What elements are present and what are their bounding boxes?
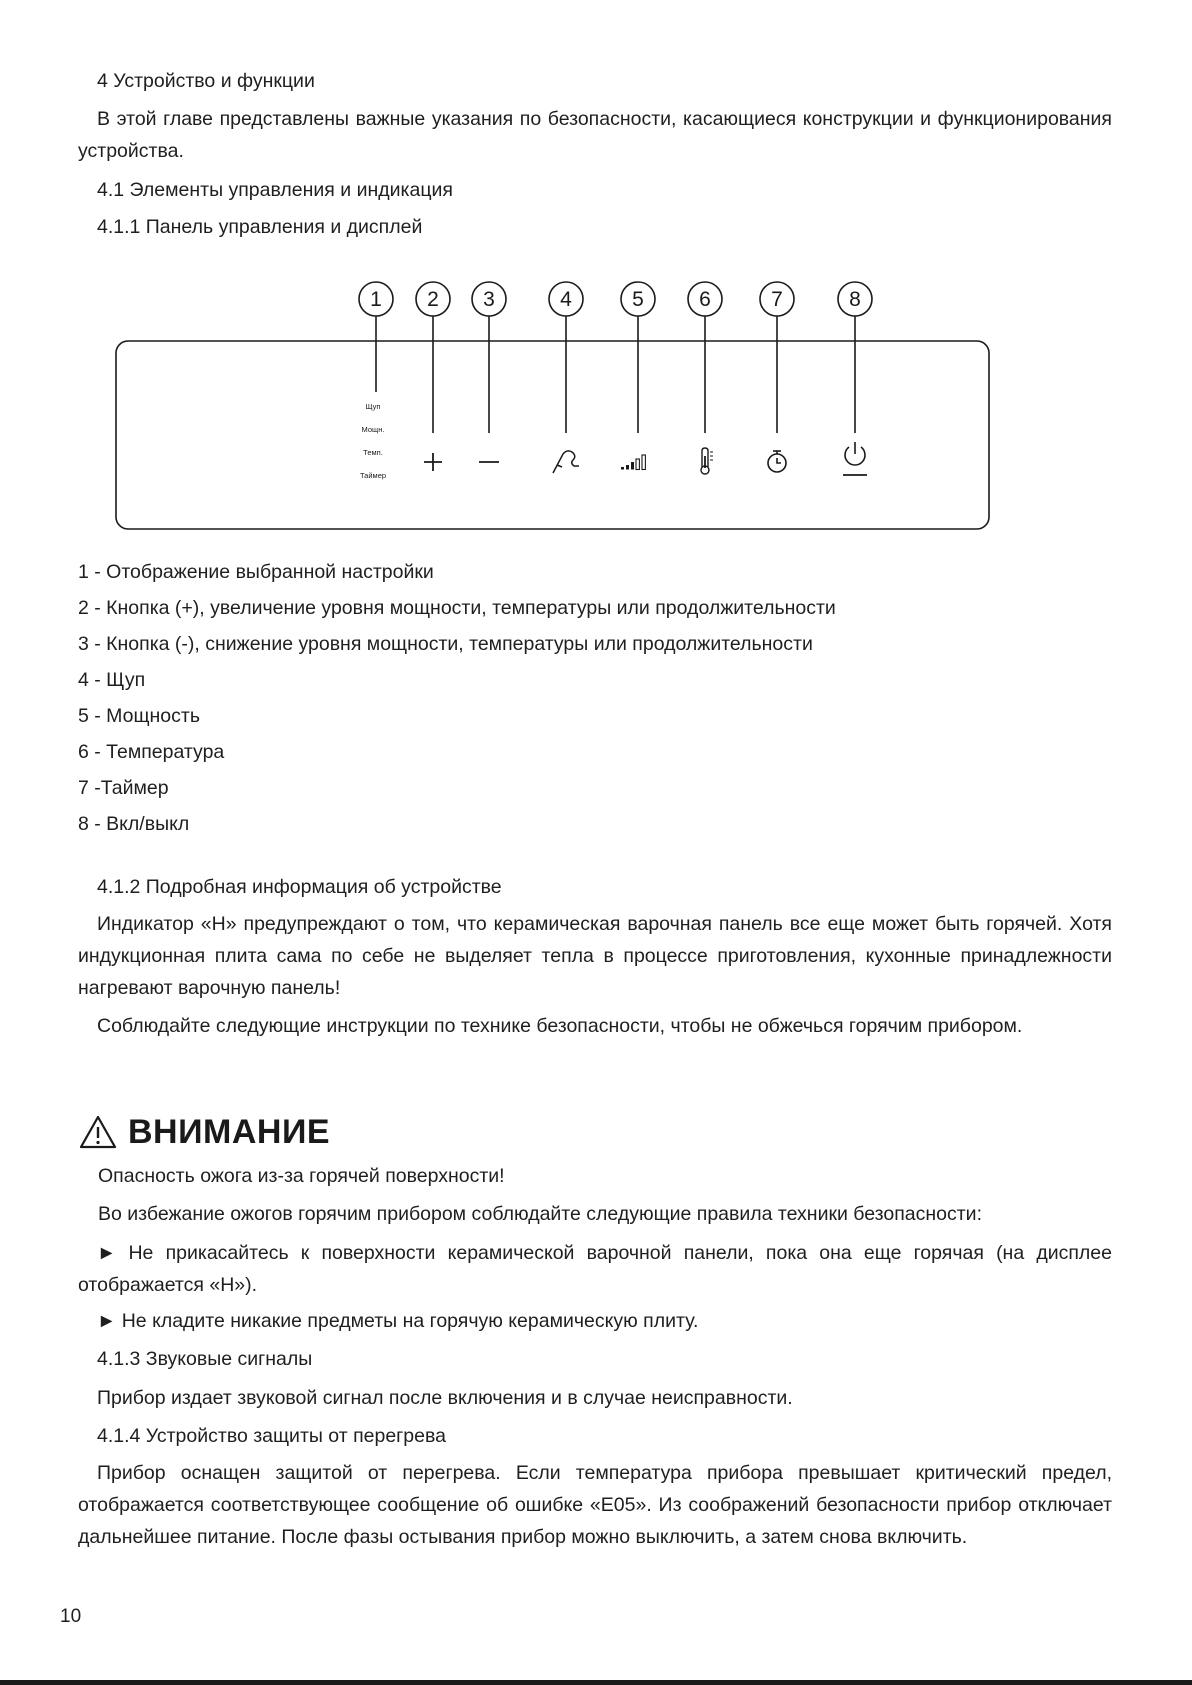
callout-6 (688, 282, 722, 433)
control-panel-diagram (0, 270, 1192, 540)
warning-triangle-icon (78, 1114, 118, 1150)
section-title: 4 Устройство и функции (97, 70, 315, 92)
indicator-power: Мощн. (361, 425, 385, 434)
warning-bullet-1: ► Не прикасайтесь к поверхности керамической варочной панели, пока она еще горячая (на дисплее отображается «Н»). (78, 1242, 1112, 1296)
subsection-4-1-2-title: 4.1.2 Подробная информация об устройстве (97, 876, 502, 898)
callout-4-label: 4 (560, 288, 572, 311)
legend-item-1: 1 - Отображение выбранной настройки (78, 561, 434, 583)
intro-paragraph: В этой главе представлены важные указания по безопасности, касающиеся конструкции и функционирования устройства. (78, 108, 1112, 162)
legend-item-4: 4 - Щуп (78, 669, 146, 691)
indicator-temperature: Темп. (363, 448, 383, 457)
callout-2 (416, 282, 450, 433)
callout-1 (359, 282, 393, 392)
legend-item-3: 3 - Кнопка (-), снижение уровня мощности, температуры или продолжительности (78, 633, 813, 655)
overheat-paragraph: Прибор оснащен защитой от перегрева. Если температура прибора превышает критический предел, отображается соответствующее сообщение об ошибке «E05». Из соображений безопасности прибор отключает дальнейшее питание. После фазы остывания прибор можно выключить, а затем снова включить. (78, 1462, 1112, 1548)
indicator-probe: Щуп (365, 402, 381, 411)
callout-3 (472, 282, 506, 433)
subsection-4-1-title: 4.1 Элементы управления и индикация (97, 179, 453, 201)
safety-instructions-paragraph: Соблюдайте следующие инструкции по технике безопасности, чтобы не обжечься горячим прибором. (97, 1015, 1023, 1037)
callout-2-label: 2 (427, 288, 439, 311)
callout-6-label: 6 (699, 288, 711, 311)
callout-3-label: 3 (483, 288, 495, 311)
legend-item-7: 7 -Таймер (78, 777, 169, 799)
legend-item-2: 2 - Кнопка (+), увеличение уровня мощности, температуры или продолжительности (78, 597, 836, 619)
callout-8 (838, 282, 872, 433)
subsection-4-1-4-title: 4.1.4 Устройство защиты от перегрева (97, 1425, 446, 1447)
page-number: 10 (60, 1606, 82, 1627)
power-level-icon[interactable] (621, 455, 645, 470)
sound-paragraph: Прибор издает звуковой сигнал после включения и в случае неисправности. (97, 1387, 793, 1409)
legend-item-5: 5 - Мощность (78, 705, 200, 727)
panel-outline (116, 341, 989, 529)
legend-item-6: 6 - Температура (78, 741, 225, 763)
thermometer-icon[interactable] (701, 448, 713, 474)
callout-4 (549, 282, 583, 433)
warning-bullet-2: ► Не кладите никакие предметы на горячую керамическую плиту. (97, 1310, 699, 1332)
power-icon[interactable] (843, 442, 867, 475)
warning-line-1: Опасность ожога из-за горячей поверхности! (98, 1165, 505, 1187)
callout-5 (621, 282, 655, 433)
callout-5-label: 5 (632, 288, 644, 311)
plus-icon[interactable] (424, 453, 442, 471)
timer-icon[interactable] (768, 451, 786, 472)
warning-heading (78, 1107, 330, 1157)
callout-7-label: 7 (771, 288, 783, 311)
warning-line-2: Во избежание ожогов горячим прибором соблюдайте следующие правила техники безопасности: (98, 1203, 982, 1225)
warning-title: ВНИМАНИЕ (128, 1112, 331, 1151)
probe-icon[interactable] (553, 451, 579, 473)
callout-8-label: 8 (849, 288, 861, 311)
indicator-timer: Таймер (359, 471, 387, 480)
indicator-paragraph: Индикатор «Н» предупреждают о том, что керамическая варочная панель все еще может быть горячей. Хотя индукционная плита сама по себе не выделяет тепла в процессе приготовления, кухонные принадлежности нагревают варочную панель! (78, 913, 1112, 999)
callout-1-label: 1 (370, 288, 382, 311)
subsection-4-1-1-title: 4.1.1 Панель управления и дисплей (97, 216, 423, 238)
callout-7 (760, 282, 794, 433)
bottom-rule (0, 1680, 1192, 1685)
display-indicator-labels (360, 402, 386, 480)
legend-item-8: 8 - Вкл/выкл (78, 813, 190, 835)
subsection-4-1-3-title: 4.1.3 Звуковые сигналы (97, 1348, 313, 1370)
